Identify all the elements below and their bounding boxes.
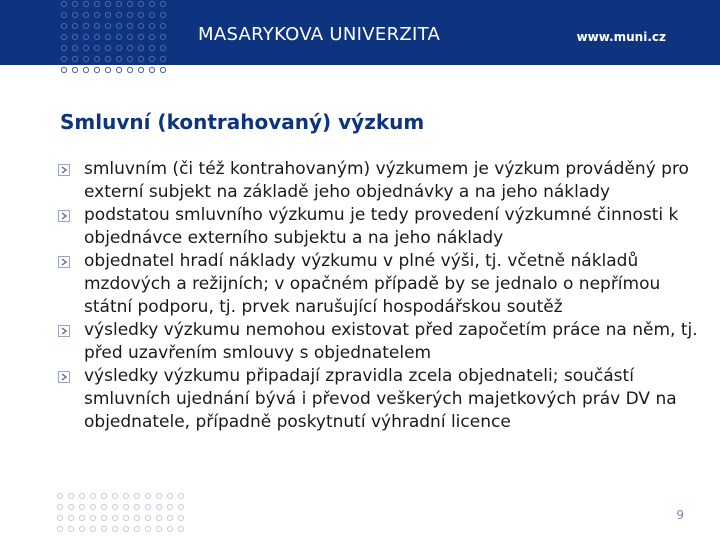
pattern-dot xyxy=(83,56,88,61)
pattern-dot xyxy=(83,23,88,28)
pattern-dot xyxy=(160,34,165,39)
pattern-dot xyxy=(79,504,84,509)
pattern-dot xyxy=(94,67,99,72)
pattern-dot xyxy=(145,515,150,520)
pattern-dot xyxy=(134,493,139,498)
pattern-dot xyxy=(61,12,66,17)
pattern-dot xyxy=(83,1,88,6)
pattern-dot xyxy=(83,12,88,17)
pattern-dot xyxy=(178,515,183,520)
pattern-dot xyxy=(127,34,132,39)
header-bar xyxy=(0,0,720,65)
pattern-dot xyxy=(160,12,165,17)
pattern-dot xyxy=(138,34,143,39)
pattern-dot xyxy=(90,526,95,531)
university-url: www.muni.cz xyxy=(576,30,666,44)
pattern-dot xyxy=(149,23,154,28)
pattern-dot xyxy=(138,23,143,28)
chevron-bullet-icon xyxy=(58,256,70,268)
pattern-dot xyxy=(72,67,77,72)
pattern-dot xyxy=(167,504,172,509)
pattern-dot xyxy=(83,45,88,50)
pattern-dot xyxy=(90,504,95,509)
pattern-dot xyxy=(160,56,165,61)
pattern-dot xyxy=(94,12,99,17)
pattern-dot xyxy=(101,504,106,509)
pattern-dot xyxy=(138,45,143,50)
pattern-dot xyxy=(123,515,128,520)
pattern-dot xyxy=(90,493,95,498)
pattern-dot xyxy=(116,12,121,17)
pattern-dot xyxy=(79,493,84,498)
pattern-dot xyxy=(123,526,128,531)
pattern-dot xyxy=(167,493,172,498)
bullet-item xyxy=(58,158,698,204)
pattern-dot xyxy=(134,504,139,509)
pattern-dot xyxy=(112,493,117,498)
pattern-dot xyxy=(160,45,165,50)
pattern-dot xyxy=(61,23,66,28)
pattern-dot xyxy=(149,56,154,61)
university-name: MASARYKOVA UNIVERZITA xyxy=(198,24,441,45)
bullet-item xyxy=(58,204,698,250)
pattern-dot xyxy=(72,45,77,50)
pattern-dot xyxy=(160,23,165,28)
pattern-dot xyxy=(149,12,154,17)
pattern-dot xyxy=(160,67,165,72)
dot-pattern-logo xyxy=(60,0,170,76)
chevron-bullet-icon xyxy=(58,210,70,222)
pattern-dot xyxy=(112,515,117,520)
pattern-dot xyxy=(127,56,132,61)
pattern-dot xyxy=(94,23,99,28)
pattern-dot xyxy=(94,45,99,50)
pattern-dot xyxy=(116,1,121,6)
dot-pattern-decoration xyxy=(56,492,186,540)
pattern-dot xyxy=(61,56,66,61)
pattern-dot xyxy=(68,526,73,531)
pattern-dot xyxy=(116,34,121,39)
bullet-text: výsledky výzkumu připadají zpravidla zcela objednateli; součástí smluvních ujednání bývá i převod veškerých majetkových práv DV na objednatele, případně poskytnutí výhradní licence xyxy=(84,366,677,432)
chevron-bullet-icon xyxy=(58,371,70,383)
pattern-dot xyxy=(134,526,139,531)
pattern-dot xyxy=(145,493,150,498)
pattern-dot xyxy=(156,504,161,509)
pattern-dot xyxy=(116,67,121,72)
pattern-dot xyxy=(145,526,150,531)
pattern-dot xyxy=(178,526,183,531)
pattern-dot xyxy=(68,504,73,509)
pattern-dot xyxy=(149,45,154,50)
bullet-item xyxy=(58,319,698,365)
pattern-dot xyxy=(105,56,110,61)
pattern-dot xyxy=(167,526,172,531)
pattern-dot xyxy=(101,493,106,498)
pattern-dot xyxy=(178,493,183,498)
pattern-dot xyxy=(94,1,99,6)
pattern-dot xyxy=(156,515,161,520)
pattern-dot xyxy=(57,504,62,509)
bullet-text: podstatou smluvního výzkumu je tedy provedení výzkumné činnosti k objednávce externího subjektu a na jeho náklady xyxy=(84,205,679,248)
bullet-list xyxy=(58,158,698,434)
pattern-dot xyxy=(101,515,106,520)
bullet-text: objednatel hradí náklady výzkumu v plné výši, tj. včetně nákladů mzdových a režijních; v opačném případě by se jednalo o nepřímou státní podporu, tj. prvek narušující hospodářskou soutěž xyxy=(84,251,661,317)
pattern-dot xyxy=(149,1,154,6)
pattern-dot xyxy=(105,34,110,39)
pattern-dot xyxy=(149,34,154,39)
slide-title: Smluvní (kontrahovaný) výzkum xyxy=(60,110,425,134)
bullet-text: výsledky výzkumu nemohou existovat před započetím práce na něm, tj. před uzavřením smlouvy s objednatelem xyxy=(84,320,698,363)
pattern-dot xyxy=(57,515,62,520)
pattern-dot xyxy=(127,67,132,72)
pattern-dot xyxy=(68,515,73,520)
pattern-dot xyxy=(72,12,77,17)
pattern-dot xyxy=(90,515,95,520)
pattern-dot xyxy=(127,45,132,50)
pattern-dot xyxy=(105,67,110,72)
pattern-dot xyxy=(134,515,139,520)
pattern-dot xyxy=(112,504,117,509)
page-number: 9 xyxy=(676,508,684,522)
pattern-dot xyxy=(138,1,143,6)
pattern-dot xyxy=(138,67,143,72)
pattern-dot xyxy=(116,23,121,28)
pattern-dot xyxy=(61,67,66,72)
pattern-dot xyxy=(149,67,154,72)
pattern-dot xyxy=(138,12,143,17)
bullet-item xyxy=(58,365,698,434)
pattern-dot xyxy=(61,45,66,50)
pattern-dot xyxy=(61,1,66,6)
pattern-dot xyxy=(83,34,88,39)
pattern-dot xyxy=(123,504,128,509)
pattern-dot xyxy=(156,526,161,531)
pattern-dot xyxy=(116,56,121,61)
pattern-dot xyxy=(101,526,106,531)
pattern-dot xyxy=(72,56,77,61)
pattern-dot xyxy=(127,23,132,28)
pattern-dot xyxy=(79,515,84,520)
pattern-dot xyxy=(105,45,110,50)
pattern-dot xyxy=(112,526,117,531)
pattern-dot xyxy=(72,1,77,6)
pattern-dot xyxy=(105,12,110,17)
pattern-dot xyxy=(145,504,150,509)
pattern-dot xyxy=(116,45,121,50)
pattern-dot xyxy=(68,493,73,498)
pattern-dot xyxy=(167,515,172,520)
pattern-dot xyxy=(72,23,77,28)
pattern-dot xyxy=(105,1,110,6)
pattern-dot xyxy=(57,493,62,498)
chevron-bullet-icon xyxy=(58,164,70,176)
pattern-dot xyxy=(105,23,110,28)
pattern-dot xyxy=(156,493,161,498)
chevron-bullet-icon xyxy=(58,325,70,337)
pattern-dot xyxy=(123,493,128,498)
pattern-dot xyxy=(83,67,88,72)
pattern-dot xyxy=(94,56,99,61)
pattern-dot xyxy=(127,1,132,6)
pattern-dot xyxy=(178,504,183,509)
pattern-dot xyxy=(138,56,143,61)
pattern-dot xyxy=(72,34,77,39)
bullet-text: smluvním (či též kontrahovaným) výzkumem je výzkum prováděný pro externí subjekt na základě jeho objednávky a na jeho náklady xyxy=(84,159,689,202)
pattern-dot xyxy=(160,1,165,6)
pattern-dot xyxy=(57,526,62,531)
pattern-dot xyxy=(94,34,99,39)
pattern-dot xyxy=(61,34,66,39)
pattern-dot xyxy=(127,12,132,17)
bullet-item xyxy=(58,250,698,319)
pattern-dot xyxy=(79,526,84,531)
